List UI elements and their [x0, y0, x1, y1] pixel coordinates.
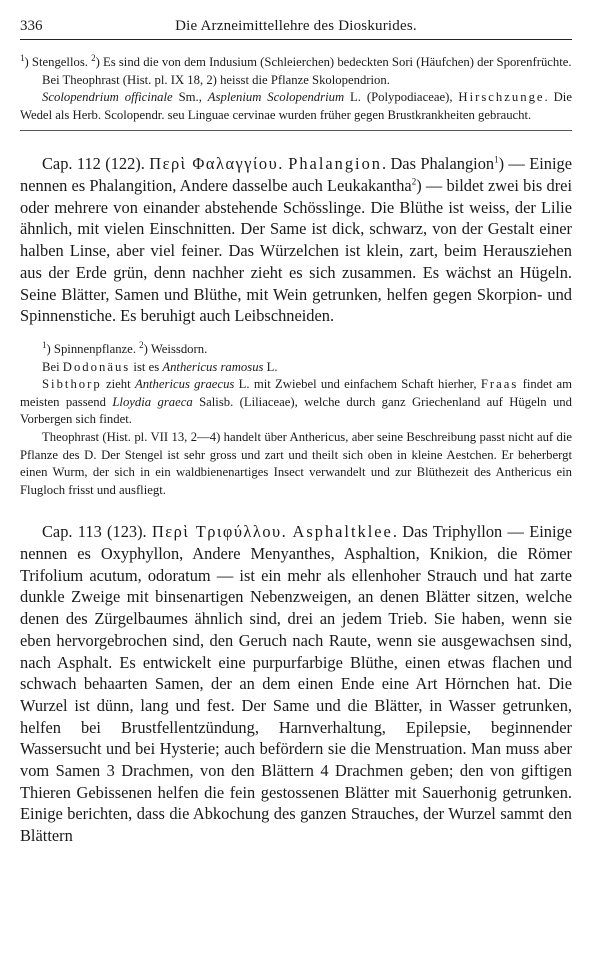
italic-term: Asplenium Scolopendrium	[207, 90, 345, 105]
spaced-term: Phalangion	[288, 154, 382, 174]
text-run: L.	[263, 359, 278, 374]
running-title: Die Arzneimittellehre des Dioskurides.	[175, 18, 417, 34]
text-run: Theophrast (Hist. pl. VII 13, 2—4) handelt über Anthericus, aber seine Beschreibung passt nicht auf die Pflanze des D. Der Stengel ist sehr gross und zart und theilt sich oben in kleine Aestchen. Er beherbergt einen Wurm, der sich in ein waldbienenartiges Insect verwandelt und zur Blüthezeit des Anthericus ein Flugloch frisst und ausfliegt.	[20, 429, 572, 497]
text-run: ) — Einige nennen es Phalangition, Andere dasselbe auch Leukakantha	[20, 154, 572, 196]
running-header	[20, 18, 572, 40]
footnotes-previous-chapter	[20, 54, 572, 124]
text-run: . Die Wedel als Herb. Scolopendr. seu Linguae cervinae wurden früher gegen Brustkrankheiten gebraucht.	[20, 90, 572, 122]
italic-term: Lloydia graeca	[112, 394, 193, 409]
footnote-line	[20, 429, 572, 499]
text-run: Bei	[42, 359, 63, 374]
text-run: zieht	[101, 377, 135, 392]
spaced-term: Dodonäus	[62, 359, 131, 374]
footnote-marker: 1	[494, 154, 499, 165]
italic-term: Scolopendrium officinale	[42, 90, 173, 105]
text-run: ) Weissdorn.	[143, 342, 208, 356]
text-run: L. (Polypodiaceae),	[344, 90, 459, 105]
footnote-marker: 1	[20, 52, 25, 63]
text-run: L. mit Zwiebel und einfachem Schaft hierher,	[234, 377, 481, 392]
footnote-line	[20, 89, 572, 124]
spaced-term: Hirschzunge	[458, 90, 545, 105]
text-run: ) Spinnenpflanze.	[46, 342, 140, 356]
text-run: ) Stengellos.	[24, 55, 92, 69]
footnote-line	[20, 359, 572, 377]
text-run: Bei Theophrast (Hist. pl. IX 18, 2) heisst die Pflanze Skolopendrion.	[42, 72, 390, 87]
greek-title: Περὶ Τριφύλλου.	[151, 522, 288, 542]
footnotes-chapter-112	[20, 341, 572, 499]
text-run: . Das Phalangion	[381, 154, 495, 174]
text-run: ist es	[130, 359, 163, 374]
footnote-line	[20, 72, 572, 90]
text-run: . Das Triphyllon — Einige nennen es Oxyphyllon, Andere Menyanthes, Asphaltion, Knikion, die Römer Trifolium acutum, odoratum — ist ein mehr als ellenhoher Strauch und hat zarte dunkle Zweige mit binsenartigen Nebenzweigen, an denen Blätter sitzen, welche denen des Zürgelbaumes ähnlich sind, drei an jedem Trieb. Sie haben, wenn sie eben hervorgebrochen sind, den Geruch nach Raute, wenn sie ausgewachsen sind, nach Asphalt. Es entwickelt eine purpurfarbige Blüthe, einen etwas flachen und schwach behaarten Samen, der an dem einen Ende eine Art Hörnchen hat. Die Wurzel ist dünn, lang und fest. Der Same und die Blätter, in Wasser getrunken, helfen bei Brustfellentzündung, Harnverhaltung, Epilepsie, beginnender Wassersucht und bei Hysterie; auch befördern sie die Menstruation. Man muss aber vom Samen 3 Drachmen, von den Blättern 4 Drachmen geben; den von giftigen Thieren Gebissenen helfen die fein gestossenen Blätter mit Sauerhonig getrunken. Einige berichten, dass die Abkochung des ganzen Strauches, der Wurzel sammt den Blättern	[20, 522, 573, 846]
footnote-marker: 2	[411, 176, 417, 187]
text-run: ) Es sind die von dem Indusium (Schleierchen) bedeckten Sori (Häufchen) der Sporenfrüchte.	[95, 55, 572, 69]
chapter-112-paragraph	[20, 153, 572, 327]
footnote-marker: 2	[91, 52, 96, 63]
footnote-marker: 1	[42, 339, 47, 350]
spaced-term: Fraas	[480, 377, 519, 392]
text-run: Cap. 112 (122).	[42, 154, 150, 174]
chapter-112	[20, 153, 572, 327]
text-run: Cap. 113 (123).	[42, 522, 152, 542]
italic-term: Anthericus ramosus	[162, 359, 264, 374]
spaced-term: Asphaltklee	[292, 522, 393, 542]
text-run: findet am meisten passend	[20, 377, 572, 409]
chapter-113-paragraph	[20, 521, 572, 847]
greek-title: Περὶ Φαλαγγίου.	[149, 154, 284, 174]
spaced-term: Sibthorp	[42, 377, 102, 392]
footnote-marker: 2	[139, 339, 144, 350]
chapter-113	[20, 521, 572, 847]
footnote-separator	[20, 130, 572, 131]
footnote-line	[20, 376, 572, 429]
text-run: Salisb. (Liliaceae), welche durch ganz Griechenland auf Hügeln und Vorbergen sich findet.	[20, 394, 572, 427]
page	[20, 18, 572, 847]
footnote-line	[20, 54, 572, 72]
text-run: Sm.,	[172, 90, 208, 105]
page-number: 336	[20, 18, 43, 34]
footnote-line	[20, 341, 572, 359]
text-run: ) — bildet zwei bis drei oder mehrere von einander abstehende Schösslinge. Die Blüthe ist weiss, der Lilie ähnlich, mit vielen Einschnitten. Der Same ist dick, schwarz, von der Gestalt einer halben Linse, aber viel feiner. Das Würzelchen ist klein, zart, beim Herausziehen aus der Erde grün, denn nachher zieht es sich zusammen. Es wächst an Hügeln. Seine Blätter, Samen und Blüthe, mit Wein getrunken, helfen gegen Skorpion- und Spinnenstiche. Es beruhigt auch Leibschneiden.	[20, 176, 572, 326]
italic-term: Anthericus graecus	[134, 377, 235, 392]
